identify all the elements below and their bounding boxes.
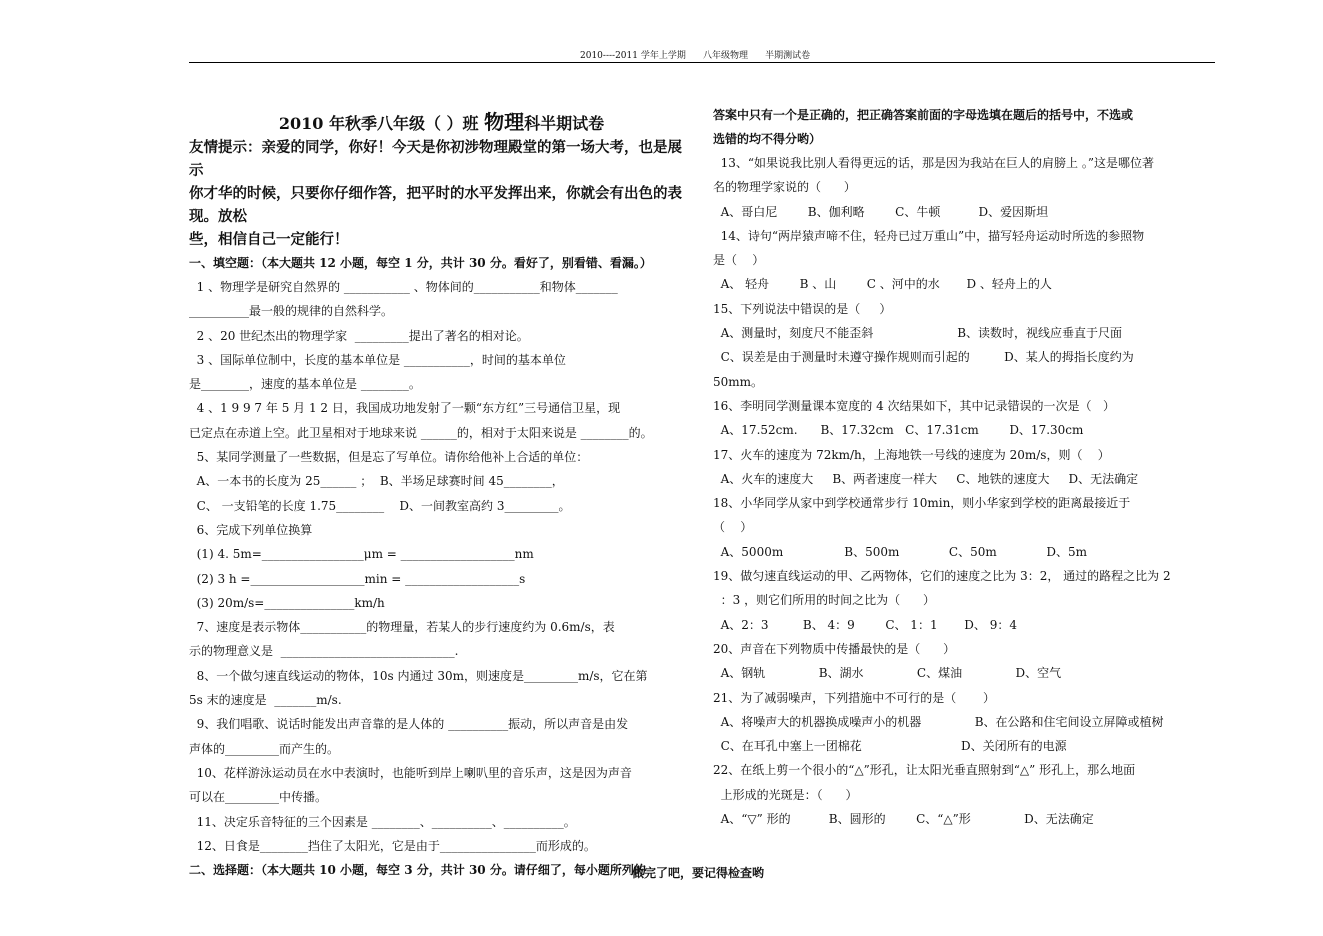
question-line: (1) 4. 5m=_________________μm = ___________________nm [189,547,534,562]
question-line: 已定点在赤道上空。此卫星相对于地球来说 ______的，相对于太阳来说是 ________的。 [189,425,653,440]
question-line: 4 、1 9 9 7 年 5 月 1 2 日，我国成功地发射了一颗“东方红”三号通信卫星，现 [189,401,621,416]
question-line: 5、某同学测量了一些数据，但是忘了写单位。请你给他补上合适的单位： [189,450,589,465]
question-line: 13、“如果说我比别人看得更远的话，那是因为我站在巨人的肩膀上 。”这是哪位著 [713,156,1154,170]
question-line: A、钢轨 B、湖水 C、煤油 D、空气 [713,666,1062,681]
question-line: A、哥白尼 B、伽利略 C、牛顿 D、爱因斯坦 [713,204,1049,219]
question-line: 声体的_________而产生的。 [189,741,340,756]
friendly-tip [189,136,694,251]
question-line: A、测量时，刻度尺不能歪斜 B、读数时，视线应垂直于尺面 [713,326,1123,341]
question-line: 示的物理意义是 _____________________________. [189,644,459,659]
question-line: 3 、国际单位制中，长度的基本单位是 ___________，时间的基本单位 [189,352,566,367]
question-line: A、 轻舟 B 、山 C 、河中的水 D 、轻舟上的人 [713,277,1052,292]
question-line: 50mm。 [713,374,764,389]
question-line: A、5000m B、500m C、50m D、5m [713,544,1087,559]
question-line: 6、完成下列单位换算 [189,522,313,537]
question-line: 12、日食是________挡住了太阳光，它是由于________________而形成的。 [189,838,596,853]
question-line: 19、做匀速直线运动的甲、乙两物体，它们的速度之比为 3：2， 通过的路程之比为 2 [713,569,1171,584]
question-line: 是________，速度的基本单位是 ________。 [189,377,421,392]
question-line: 14、诗句“两岸猿声啼不住，轻舟已过万重山”中，描写轻舟运动时所选的参照物 [713,228,1145,243]
question-line: 16、李明同学测量课本宽度的 4 次结果如下，其中记录错误的一次是（ ） [713,398,1115,413]
question-line: 2 、20 世纪杰出的物理学家 _________提出了著名的相对论。 [189,328,529,343]
left-column [189,100,694,882]
choice-instructions: 答案中只有一个是正确的，把正确答案前面的字母选填在题后的括号中，不选或 [713,108,1134,122]
question-line: 15、下列说法中错误的是（ ） [713,301,892,316]
header-divider [189,62,1215,63]
question-line: 上形成的光斑是：（ ） [713,787,858,802]
question-line: 5s 末的速度是 _______m/s. [189,693,342,708]
question-line: 17、火车的速度为 72km/h，上海地铁一号线的速度为 20m/s，则（ ） [713,447,1110,462]
question-line: C、误差是由于测量时未遵守操作规则而引起的 D、某人的拇指长度约为 [713,350,1134,365]
question-line: 是（ ） [713,253,765,268]
title-subject: 物理 [484,110,525,134]
title-prefix: 2010 年秋季八年级（ ）班 [278,114,485,133]
question-line: （ ） [713,520,753,535]
question-line: A、17.52cm. B、17.32cm C、17.31cm D、17.30cm [713,423,1084,438]
question-line: C、在耳孔中塞上一团棉花 D、关闭所有的电源 [713,739,1067,754]
choice-instructions: 选错的均不得分哟） [713,132,822,146]
question-line: (3) 20m/s=_______________km/h [189,595,385,610]
question-line: 8、一个做匀速直线运动的物体，10s 内通过 30m，则速度是_________m/s，它在第 [189,668,648,683]
question-line: 11、决定乐音特征的三个因素是 ________、__________、__________。 [189,814,576,829]
question-line: 22、在纸上剪一个很小的“△”形孔，让太阳光垂直照射到“△” 形孔上，那么地面 [713,763,1136,778]
section-fill-in-heading: 一、填空题：（本大题共 12 小题，每空 1 分，共计 30 分。看好了，别看错、看漏。） [189,256,652,270]
tip-line: 你才华的时候，只要你仔细作答，把平时的水平发挥出来，你就会有出色的表现。放松 [189,185,682,225]
question-line: A、2：3 B、 4：9 C、 1：1 D、 9：4 [713,617,1017,632]
page-header: 2010----2011 学年上学期 八年级物理 半期测试卷 [580,51,811,61]
question-line: 7、速度是表示物体___________的物理量，若某人的步行速度约为 0.6m/s，表 [189,620,615,635]
page-footer: 做完了吧，要记得检查哟 [632,866,765,880]
question-line: 可以在_________中传播。 [189,790,328,805]
question-line: 1 、物理学是研究自然界的 ___________ 、物体间的___________和物体_______ [189,280,618,294]
question-line: __________最一般的规律的自然科学。 [189,304,394,319]
question-line: (2) 3 h =___________________min = ___________________s [189,571,526,586]
question-line: 21、为了减弱噪声，下列措施中不可行的是（ ） [713,690,995,705]
question-line: A、一本书的长度为 25______ ； B、半场足球赛时间 45________， [189,474,564,489]
exam-title [189,106,694,134]
title-suffix: 科半期试卷 [524,114,605,133]
question-line: 20、声音在下列物质中传播最快的是（ ） [713,641,956,656]
right-column [713,103,1218,831]
question-line: A、火车的速度大 B、两者速度一样大 C、地铁的速度大 D、无法确定 [713,471,1139,486]
question-line: 名的物理学家说的（ ） [713,180,856,195]
question-line: A、“▽” 形的 B、圆形的 C、“△”形 D、无法确定 [713,812,1094,827]
question-line: 10、花样游泳运动员在水中表演时，也能听到岸上喇叭里的音乐声，这是因为声音 [189,765,632,780]
tip-line: 些，相信自己一定能行！ [189,231,349,248]
tip-line: 友情提示：亲爱的同学，你好！今天是你初涉物理殿堂的第一场大考，也是展示 [189,139,682,179]
question-line: 18、小华同学从家中到学校通常步行 10min，则小华家到学校的距离最接近于 [713,496,1131,511]
question-line: A、将噪声大的机器换成噪声小的机器 B、在公路和住宅间设立屏障或植树 [713,714,1164,729]
section-choice-heading: 二、选择题：（本大题共 10 小题，每空 3 分，共计 30 分。请仔细了，每小题所列的 [189,863,646,878]
question-line: ：3 ，则它们所用的时间之比为（ ） [713,593,935,608]
question-line: C、 一支铅笔的长度 1.75________ D、一间教室高约 3_________。 [189,498,571,513]
question-line: 9、我们唱歌、说话时能发出声音靠的是人体的 __________振动，所以声音是由发 [189,717,629,732]
